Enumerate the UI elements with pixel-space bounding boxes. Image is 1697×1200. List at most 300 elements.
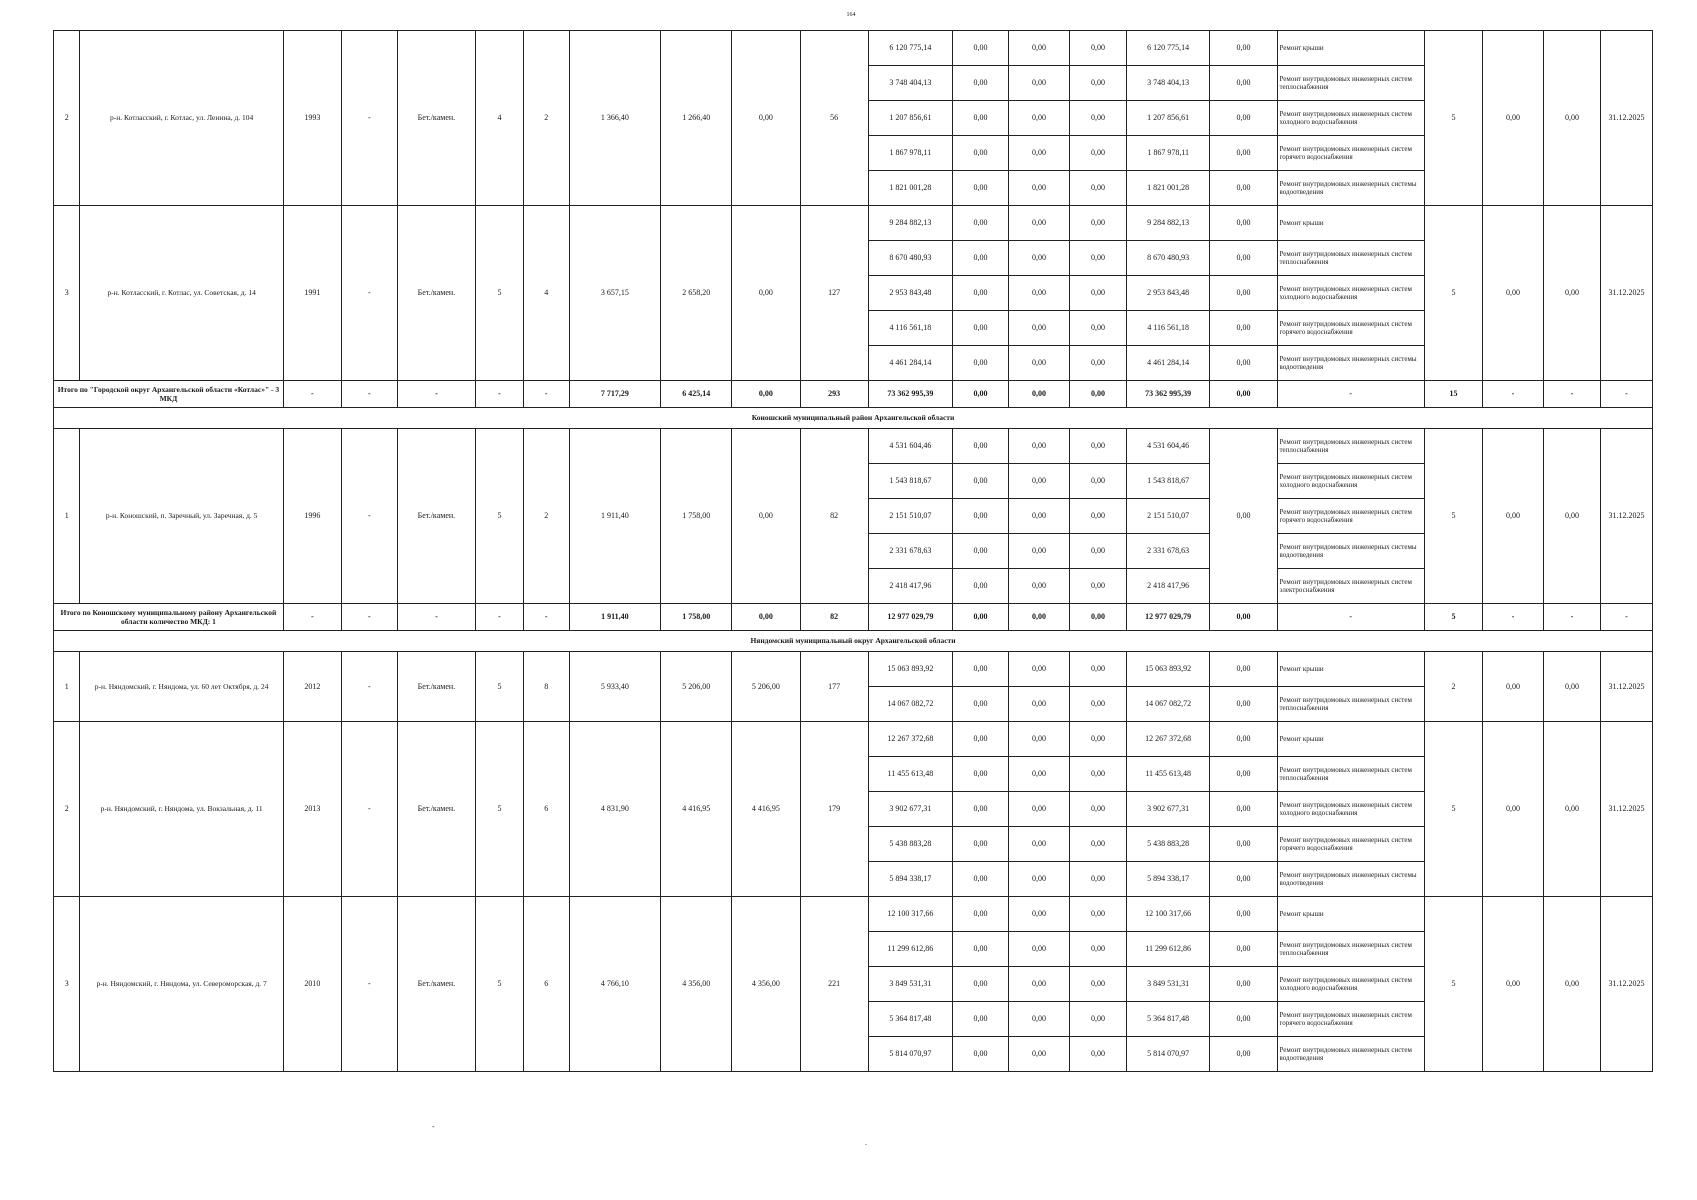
value-cell: 0,00 — [1543, 652, 1600, 722]
fund-cell: 0,00 — [1009, 1002, 1070, 1037]
owners-funds-cell: 5 438 883,28 — [1126, 827, 1209, 862]
work-type-cell: Ремонт внутридомовых инженерных систем холодного водоснабжения — [1277, 967, 1424, 1002]
total-cell: 0,00 — [1210, 604, 1277, 631]
work-type-cell: Ремонт внутридомовых инженерных систем теплоснабжения — [1277, 757, 1424, 792]
cost-cell: 11 299 612,86 — [868, 932, 952, 967]
total-cell: - — [476, 381, 524, 408]
fund-cell: 0,00 — [1009, 534, 1070, 569]
row-number: 1 — [54, 429, 80, 604]
total-cell: 0,00 — [953, 604, 1009, 631]
fund-cell: 0,00 — [953, 1002, 1009, 1037]
fund-cell: 0,00 — [1070, 241, 1127, 276]
deadline-cell: 31.12.2025 — [1600, 652, 1652, 722]
dash-cell: - — [341, 206, 397, 381]
owners-funds-cell: 3 849 531,31 — [1126, 967, 1209, 1002]
fund-cell: 0,00 — [1070, 862, 1127, 897]
other-funds-cell: 0,00 — [1210, 206, 1277, 241]
deadline-cell: 31.12.2025 — [1600, 722, 1652, 897]
work-type-cell: Ремонт внутридомовых инженерных систем холодного водоснабжения — [1277, 101, 1424, 136]
fund-cell: 0,00 — [1070, 1002, 1127, 1037]
other-funds-cell: 0,00 — [1210, 757, 1277, 792]
work-type-cell: Ремонт внутридомовых инженерных систем холодного водоснабжения — [1277, 792, 1424, 827]
owners-funds-cell: 2 331 678,63 — [1126, 534, 1209, 569]
total-cell: 1 758,00 — [661, 604, 732, 631]
cost-cell: 14 067 082,72 — [868, 687, 952, 722]
fund-cell: 0,00 — [953, 569, 1009, 604]
total-cell: - — [1482, 604, 1543, 631]
total-cell: - — [397, 604, 475, 631]
total-label: Итого по "Городской округ Архангельской области «Котлас»" - 3 МКД — [54, 381, 284, 408]
other-funds-cell: 0,00 — [1210, 66, 1277, 101]
owners-funds-cell: 1 207 856,61 — [1126, 101, 1209, 136]
fund-cell: 0,00 — [1070, 464, 1127, 499]
area-living-cell: 1 758,00 — [661, 429, 732, 604]
cost-cell: 3 902 677,31 — [868, 792, 952, 827]
row-number: 1 — [54, 652, 80, 722]
count-cell: 5 — [1424, 722, 1482, 897]
work-type-cell: Ремонт внутридомовых инженерных систем теплоснабжения — [1277, 429, 1424, 464]
other-funds-cell: 0,00 — [1210, 136, 1277, 171]
total-cell: 15 — [1424, 381, 1482, 408]
fund-cell: 0,00 — [953, 429, 1009, 464]
table-row — [54, 652, 1653, 687]
dash-cell: - — [341, 429, 397, 604]
fund-cell: 0,00 — [1009, 499, 1070, 534]
other-funds-cell: 0,00 — [1210, 346, 1277, 381]
fund-cell: 0,00 — [1070, 499, 1127, 534]
area-total-cell: 3 657,15 — [569, 206, 661, 381]
fund-cell: 0,00 — [1070, 429, 1127, 464]
entrances-cell: 2 — [523, 429, 569, 604]
cost-cell: 5 364 817,48 — [868, 1002, 952, 1037]
cost-cell: 4 116 561,18 — [868, 311, 952, 346]
section-row — [54, 631, 1653, 652]
cost-cell: 9 284 882,13 — [868, 206, 952, 241]
work-type-cell: Ремонт внутридомовых инженерных систем теплоснабжения — [1277, 66, 1424, 101]
total-cell: - — [1543, 381, 1600, 408]
fund-cell: 0,00 — [1009, 1037, 1070, 1072]
work-type-cell: Ремонт внутридомовых инженерных систем холодного водоснабжения — [1277, 276, 1424, 311]
work-type-cell: Ремонт внутридомовых инженерных систем горячего водоснабжения — [1277, 1002, 1424, 1037]
other-funds-cell: 0,00 — [1210, 241, 1277, 276]
floors-cell: 5 — [476, 206, 524, 381]
total-cell: - — [1600, 381, 1652, 408]
total-cell: 7 717,29 — [569, 381, 661, 408]
table-row — [54, 429, 1653, 464]
row-number: 2 — [54, 722, 80, 897]
other-funds-cell: 0,00 — [1210, 792, 1277, 827]
fund-cell: 0,00 — [953, 136, 1009, 171]
fund-cell: 0,00 — [1009, 897, 1070, 932]
dash-cell: - — [341, 897, 397, 1072]
material-cell: Бет./камен. — [397, 31, 475, 206]
total-cell: - — [397, 381, 475, 408]
fund-cell: 0,00 — [1070, 66, 1127, 101]
fund-cell: 0,00 — [1070, 757, 1127, 792]
total-cell: 0,00 — [732, 604, 800, 631]
total-cell: 0,00 — [953, 381, 1009, 408]
cost-cell: 5 438 883,28 — [868, 827, 952, 862]
cost-cell: 4 531 604,46 — [868, 429, 952, 464]
total-cell: 0,00 — [1070, 604, 1127, 631]
cost-cell: 6 120 775,14 — [868, 31, 952, 66]
fund-cell: 0,00 — [1009, 687, 1070, 722]
cost-cell: 11 455 613,48 — [868, 757, 952, 792]
entrances-cell: 4 — [523, 206, 569, 381]
cost-cell: 15 063 893,92 — [868, 652, 952, 687]
total-cell: 0,00 — [1070, 381, 1127, 408]
entrances-cell: 6 — [523, 897, 569, 1072]
fund-cell: 0,00 — [1009, 862, 1070, 897]
address-cell: р-н. Коношский, п. Заречный, ул. Заречная, д. 5 — [80, 429, 283, 604]
work-type-cell: Ремонт внутридомовых инженерных систем горячего водоснабжения — [1277, 136, 1424, 171]
work-type-cell: Ремонт крыши — [1277, 897, 1424, 932]
other-funds-cell: 0,00 — [1210, 1037, 1277, 1072]
work-type-cell: Ремонт крыши — [1277, 722, 1424, 757]
cost-cell: 3 748 404,13 — [868, 66, 952, 101]
area-total-cell: 4 766,10 — [569, 897, 661, 1072]
work-type-cell: Ремонт внутридомовых инженерных систем электроснабжения — [1277, 569, 1424, 604]
work-type-cell: Ремонт внутридомовых инженерных систем теплоснабжения — [1277, 687, 1424, 722]
fund-cell: 0,00 — [1070, 792, 1127, 827]
fund-cell: 0,00 — [1009, 967, 1070, 1002]
owners-funds-cell: 6 120 775,14 — [1126, 31, 1209, 66]
fund-cell: 0,00 — [953, 932, 1009, 967]
cost-cell: 8 670 480,93 — [868, 241, 952, 276]
residents-cell: 221 — [800, 897, 868, 1072]
work-type-cell: Ремонт крыши — [1277, 206, 1424, 241]
total-cell: 293 — [800, 381, 868, 408]
work-type-cell: Ремонт внутридомовых инженерных систем холодного водоснабжения — [1277, 464, 1424, 499]
page-number: 164 — [846, 12, 856, 18]
fund-cell: 0,00 — [953, 241, 1009, 276]
cost-cell: 1 821 001,28 — [868, 171, 952, 206]
cost-cell: 1 207 856,61 — [868, 101, 952, 136]
fund-cell: 0,00 — [1009, 346, 1070, 381]
fund-cell: 0,00 — [953, 722, 1009, 757]
other-funds-cell: 0,00 — [1210, 827, 1277, 862]
owners-funds-cell: 15 063 893,92 — [1126, 652, 1209, 687]
value-cell: 0,00 — [1482, 31, 1543, 206]
value-cell: 0,00 — [1543, 722, 1600, 897]
fund-cell: 0,00 — [1070, 136, 1127, 171]
value-cell: 0,00 — [1543, 31, 1600, 206]
value-cell: 0,00 — [1482, 429, 1543, 604]
fund-cell: 0,00 — [953, 66, 1009, 101]
total-cell: - — [1482, 381, 1543, 408]
total-row — [54, 604, 1653, 631]
fund-cell: 0,00 — [1070, 1037, 1127, 1072]
total-cell: 0,00 — [1210, 381, 1277, 408]
fund-cell: 0,00 — [1070, 569, 1127, 604]
total-cell: - — [341, 604, 397, 631]
table-row — [54, 722, 1653, 757]
table-row — [54, 206, 1653, 241]
residents-cell: 179 — [800, 722, 868, 897]
fund-cell: 0,00 — [1009, 101, 1070, 136]
floors-cell: 5 — [476, 429, 524, 604]
deadline-cell: 31.12.2025 — [1600, 897, 1652, 1072]
other-funds-cell: 0,00 — [1210, 862, 1277, 897]
address-cell: р-н. Няндомский, г. Няндома, ул. 60 лет Октября, д. 24 — [80, 652, 283, 722]
residents-cell: 56 — [800, 31, 868, 206]
year-cell: 2010 — [283, 897, 341, 1072]
fund-cell: 0,00 — [1070, 827, 1127, 862]
fund-cell: 0,00 — [1070, 722, 1127, 757]
other-funds-cell: 0,00 — [1210, 687, 1277, 722]
table-row — [54, 31, 1653, 66]
fund-cell: 0,00 — [1009, 171, 1070, 206]
total-cell: 0,00 — [1009, 604, 1070, 631]
owners-funds-cell: 4 531 604,46 — [1126, 429, 1209, 464]
owners-funds-cell: 1 867 978,11 — [1126, 136, 1209, 171]
fund-cell: 0,00 — [953, 311, 1009, 346]
fund-cell: 0,00 — [1009, 757, 1070, 792]
work-type-cell: Ремонт внутридомовых инженерных систем водоотведения — [1277, 1037, 1424, 1072]
count-cell: 5 — [1424, 897, 1482, 1072]
work-type-cell: Ремонт внутридомовых инженерных системы водоотведения — [1277, 534, 1424, 569]
owners-funds-cell: 2 418 417,96 — [1126, 569, 1209, 604]
value-cell: 0,00 — [1543, 206, 1600, 381]
owners-funds-cell: 1 821 001,28 — [1126, 171, 1209, 206]
housing-repair-table — [53, 30, 1653, 1072]
fund-cell: 0,00 — [953, 652, 1009, 687]
fund-cell: 0,00 — [953, 897, 1009, 932]
fund-cell: 0,00 — [953, 346, 1009, 381]
fund-cell: 0,00 — [1070, 101, 1127, 136]
owners-funds-cell: 11 299 612,86 — [1126, 932, 1209, 967]
floors-cell: 5 — [476, 897, 524, 1072]
owners-funds-cell: 3 902 677,31 — [1126, 792, 1209, 827]
dash-cell: - — [341, 31, 397, 206]
fund-cell: 0,00 — [1009, 206, 1070, 241]
material-cell: Бет./камен. — [397, 206, 475, 381]
area-nonliving-cell: 4 416,95 — [732, 722, 800, 897]
area-living-cell: 4 416,95 — [661, 722, 732, 897]
owners-funds-cell: 12 267 372,68 — [1126, 722, 1209, 757]
owners-funds-cell: 2 151 510,07 — [1126, 499, 1209, 534]
floors-cell: 5 — [476, 722, 524, 897]
fund-cell: 0,00 — [1070, 171, 1127, 206]
address-cell: р-н. Котласский, г. Котлас, ул. Ленина, д. 104 — [80, 31, 283, 206]
total-cell: - — [523, 604, 569, 631]
other-funds-cell: 0,00 — [1210, 1002, 1277, 1037]
cost-cell: 2 418 417,96 — [868, 569, 952, 604]
year-cell: 1993 — [283, 31, 341, 206]
total-cell: 5 — [1424, 604, 1482, 631]
fund-cell: 0,00 — [1009, 722, 1070, 757]
total-cell: - — [1277, 381, 1424, 408]
dash-cell: - — [341, 652, 397, 722]
total-cell: - — [283, 381, 341, 408]
cost-cell: 5 894 338,17 — [868, 862, 952, 897]
address-cell: р-н. Котласский, г. Котлас, ул. Советская, д. 14 — [80, 206, 283, 381]
fund-cell: 0,00 — [953, 31, 1009, 66]
total-cell: - — [341, 381, 397, 408]
area-nonliving-cell: 0,00 — [732, 31, 800, 206]
address-cell: р-н. Няндомский, г. Няндома, ул. Вокзальная, д. 11 — [80, 722, 283, 897]
fund-cell: 0,00 — [1070, 967, 1127, 1002]
owners-funds-cell: 3 748 404,13 — [1126, 66, 1209, 101]
cost-cell: 1 543 818,67 — [868, 464, 952, 499]
fund-cell: 0,00 — [953, 101, 1009, 136]
total-cell: 0,00 — [1009, 381, 1070, 408]
total-cell: 1 911,40 — [569, 604, 661, 631]
owners-funds-cell: 9 284 882,13 — [1126, 206, 1209, 241]
work-type-cell: Ремонт внутридомовых инженерных системы водоотведения — [1277, 346, 1424, 381]
fund-cell: 0,00 — [1070, 897, 1127, 932]
dash-cell: - — [341, 722, 397, 897]
fund-cell: 0,00 — [1009, 311, 1070, 346]
floors-cell: 4 — [476, 31, 524, 206]
count-cell: 5 — [1424, 206, 1482, 381]
fund-cell: 0,00 — [1070, 346, 1127, 381]
cost-cell: 12 267 372,68 — [868, 722, 952, 757]
fund-cell: 0,00 — [1070, 652, 1127, 687]
area-nonliving-cell: 5 206,00 — [732, 652, 800, 722]
cost-cell: 12 100 317,66 — [868, 897, 952, 932]
total-label: Итого по Коношскому муниципальному району Архангельской области количество МКД: 1 — [54, 604, 284, 631]
fund-cell: 0,00 — [953, 757, 1009, 792]
section-header: Няндомский муниципальный округ Архангельской области — [54, 631, 1653, 652]
fund-cell: 0,00 — [1009, 31, 1070, 66]
area-living-cell: 4 356,00 — [661, 897, 732, 1072]
area-total-cell: 4 831,90 — [569, 722, 661, 897]
fund-cell: 0,00 — [1009, 464, 1070, 499]
total-cell: - — [523, 381, 569, 408]
work-type-cell: Ремонт крыши — [1277, 652, 1424, 687]
fund-cell: 0,00 — [1009, 569, 1070, 604]
row-number: 3 — [54, 206, 80, 381]
work-type-cell: Ремонт внутридомовых инженерных системы водоотведения — [1277, 171, 1424, 206]
area-nonliving-cell: 0,00 — [732, 429, 800, 604]
work-type-cell: Ремонт внутридомовых инженерных систем горячего водоснабжения — [1277, 311, 1424, 346]
fund-cell: 0,00 — [1070, 311, 1127, 346]
section-header: Коношский муниципальный район Архангельской области — [54, 408, 1653, 429]
fund-cell: 0,00 — [1009, 429, 1070, 464]
fund-cell: 0,00 — [1070, 534, 1127, 569]
count-cell: 5 — [1424, 31, 1482, 206]
entrances-cell: 6 — [523, 722, 569, 897]
total-cell: 0,00 — [732, 381, 800, 408]
total-cell: - — [476, 604, 524, 631]
scan-mark: - — [432, 1122, 435, 1131]
other-funds-cell: 0,00 — [1210, 652, 1277, 687]
fund-cell: 0,00 — [1070, 206, 1127, 241]
owners-funds-cell: 2 953 843,48 — [1126, 276, 1209, 311]
year-cell: 2012 — [283, 652, 341, 722]
count-cell: 5 — [1424, 429, 1482, 604]
fund-cell: 0,00 — [1070, 276, 1127, 311]
row-number: 3 — [54, 897, 80, 1072]
other-funds-cell: 0,00 — [1210, 311, 1277, 346]
fund-cell: 0,00 — [953, 827, 1009, 862]
owners-funds-cell: 11 455 613,48 — [1126, 757, 1209, 792]
fund-cell: 0,00 — [1009, 932, 1070, 967]
total-cell: 12 977 029,79 — [868, 604, 952, 631]
material-cell: Бет./камен. — [397, 897, 475, 1072]
cost-cell: 3 849 531,31 — [868, 967, 952, 1002]
other-funds-cell: 0,00 — [1210, 897, 1277, 932]
work-type-cell: Ремонт внутридомовых инженерных системы водоотведения — [1277, 862, 1424, 897]
row-number: 2 — [54, 31, 80, 206]
value-cell: 0,00 — [1482, 206, 1543, 381]
work-type-cell: Ремонт внутридомовых инженерных систем горячего водоснабжения — [1277, 827, 1424, 862]
area-total-cell: 1 366,40 — [569, 31, 661, 206]
other-funds-cell: 0,00 — [1210, 932, 1277, 967]
residents-cell: 127 — [800, 206, 868, 381]
owners-funds-cell: 5 364 817,48 — [1126, 1002, 1209, 1037]
total-row — [54, 381, 1653, 408]
cost-cell: 2 953 843,48 — [868, 276, 952, 311]
section-row — [54, 408, 1653, 429]
deadline-cell: 31.12.2025 — [1600, 429, 1652, 604]
total-cell: 6 425,14 — [661, 381, 732, 408]
value-cell: 0,00 — [1482, 652, 1543, 722]
total-cell: - — [1277, 604, 1424, 631]
residents-cell: 82 — [800, 429, 868, 604]
work-type-cell: Ремонт крыши — [1277, 31, 1424, 66]
entrances-cell: 2 — [523, 31, 569, 206]
table-body — [54, 31, 1653, 1072]
area-total-cell: 1 911,40 — [569, 429, 661, 604]
other-funds-cell: 0,00 — [1210, 31, 1277, 66]
cost-cell: 1 867 978,11 — [868, 136, 952, 171]
fund-cell: 0,00 — [1009, 66, 1070, 101]
owners-funds-cell: 14 067 082,72 — [1126, 687, 1209, 722]
fund-cell: 0,00 — [953, 276, 1009, 311]
fund-cell: 0,00 — [953, 862, 1009, 897]
deadline-cell: 31.12.2025 — [1600, 206, 1652, 381]
scan-mark: . — [865, 1138, 867, 1147]
fund-cell: 0,00 — [1070, 687, 1127, 722]
fund-cell: 0,00 — [953, 792, 1009, 827]
fund-cell: 0,00 — [1070, 932, 1127, 967]
total-cell: - — [283, 604, 341, 631]
area-living-cell: 5 206,00 — [661, 652, 732, 722]
fund-cell: 0,00 — [1009, 241, 1070, 276]
entrances-cell: 8 — [523, 652, 569, 722]
year-cell: 2013 — [283, 722, 341, 897]
year-cell: 1996 — [283, 429, 341, 604]
fund-cell: 0,00 — [953, 967, 1009, 1002]
fund-cell: 0,00 — [953, 499, 1009, 534]
cost-cell: 5 814 070,97 — [868, 1037, 952, 1072]
material-cell: Бет./камен. — [397, 722, 475, 897]
owners-funds-cell: 1 543 818,67 — [1126, 464, 1209, 499]
fund-cell: 0,00 — [953, 464, 1009, 499]
total-cell: 73 362 995,39 — [868, 381, 952, 408]
total-cell: 12 977 029,79 — [1126, 604, 1209, 631]
fund-cell: 0,00 — [1009, 276, 1070, 311]
material-cell: Бет./камен. — [397, 652, 475, 722]
count-cell: 2 — [1424, 652, 1482, 722]
total-cell: 73 362 995,39 — [1126, 381, 1209, 408]
cost-cell: 2 331 678,63 — [868, 534, 952, 569]
fund-cell: 0,00 — [1009, 792, 1070, 827]
area-total-cell: 5 933,40 — [569, 652, 661, 722]
other-funds-cell: 0,00 — [1210, 722, 1277, 757]
value-cell: 0,00 — [1482, 897, 1543, 1072]
cost-cell: 2 151 510,07 — [868, 499, 952, 534]
total-cell: - — [1600, 604, 1652, 631]
fund-cell: 0,00 — [1070, 31, 1127, 66]
total-cell: - — [1543, 604, 1600, 631]
area-nonliving-cell: 4 356,00 — [732, 897, 800, 1072]
value-cell: 0,00 — [1543, 897, 1600, 1072]
address-cell: р-н. Няндомский, г. Няндома, ул. Североморская, д. 7 — [80, 897, 283, 1072]
value-cell: 0,00 — [1543, 429, 1600, 604]
